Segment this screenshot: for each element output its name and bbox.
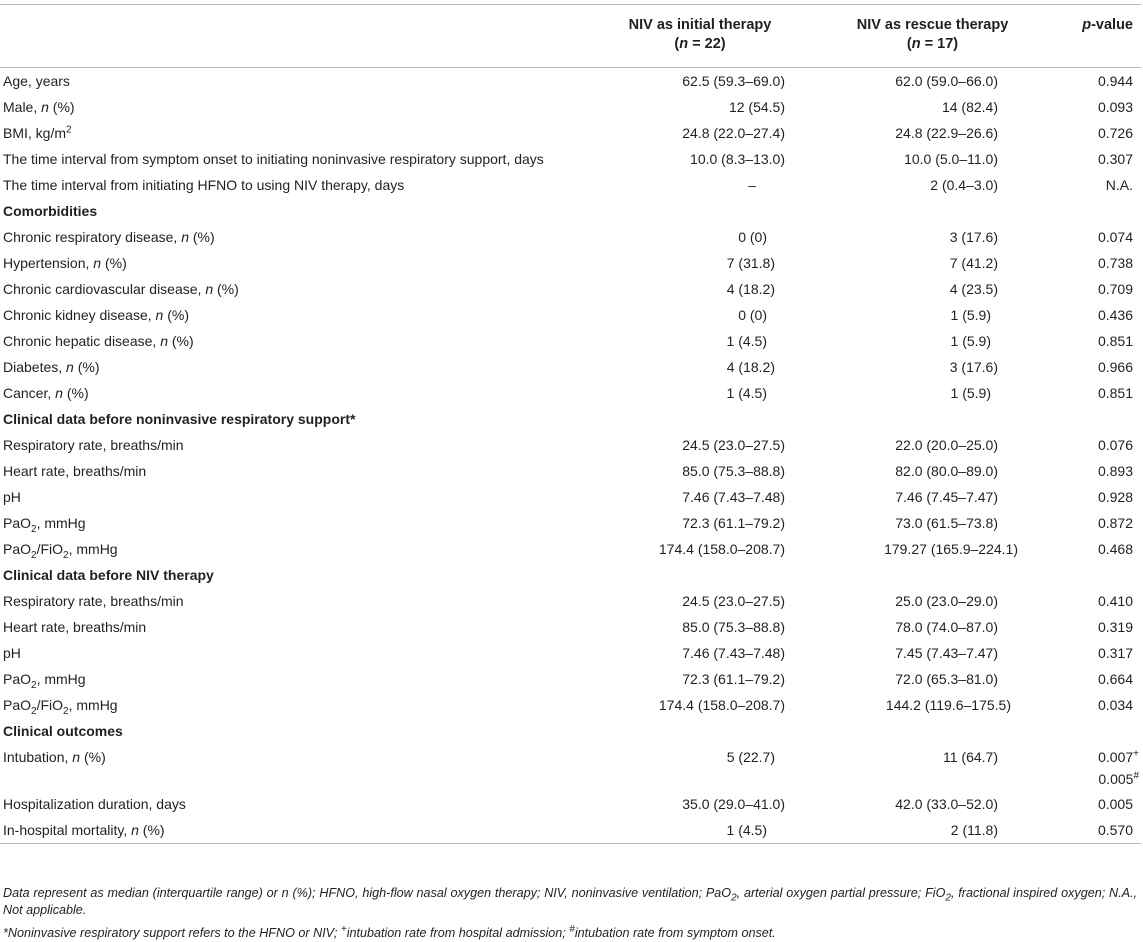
- row-label: PaO$_2$, mmHg: [3, 671, 86, 691]
- row-label: Age, years: [3, 73, 70, 89]
- row-label: PaO$_2$/FiO$_2$, mmHg: [3, 541, 118, 561]
- footnote-symbols: *Noninvasive respiratory support refers to the HFNO or NIV; +intubation rate from hospital admission; #intubation rate from symptom onset.: [3, 923, 776, 940]
- p-value: 0.034: [1097, 697, 1133, 713]
- initial-value: 0 (0): [738, 307, 767, 323]
- row-label: Heart rate, breaths/min: [3, 463, 147, 479]
- p-value: 0.005#: [1098, 770, 1139, 787]
- rescue-value: 24.8 (22.9–26.6): [895, 125, 998, 141]
- row-label: Heart rate, breaths/min: [3, 619, 147, 635]
- initial-value: 24.5 (23.0–27.5): [682, 437, 785, 453]
- initial-value: 24.5 (23.0–27.5): [682, 593, 785, 609]
- table-row: [0, 250, 1141, 276]
- p-value: 0.007+: [1098, 748, 1139, 765]
- initial-value: 174.4 (158.0–208.7): [658, 697, 785, 713]
- initial-value: 4 (18.2): [726, 359, 775, 375]
- table-row: [0, 120, 1141, 146]
- row-label: Respiratory rate, breaths/min: [3, 437, 184, 453]
- initial-value: 72.3 (61.1–79.2): [682, 515, 785, 531]
- row-label: The time interval from initiating HFNO to using NIV therapy, days: [3, 177, 405, 193]
- p-value: 0.851: [1097, 385, 1133, 401]
- p-value: 0.317: [1097, 645, 1133, 661]
- row-label: pH: [3, 489, 21, 505]
- initial-value: 1 (4.5): [600, 817, 800, 844]
- row-label: PaO$_2$, mmHg: [3, 515, 86, 535]
- table-row: [0, 172, 1141, 198]
- row-label: pH: [3, 645, 21, 661]
- table-row: [0, 484, 1141, 510]
- table-row: [0, 791, 1141, 817]
- rescue-value: 1 (5.9): [950, 333, 991, 349]
- table-row: [0, 817, 1141, 844]
- initial-value: 35.0 (29.0–41.0): [682, 796, 785, 812]
- header-rescue-therapy: NIV as rescue therapy (n = 17): [800, 5, 1065, 68]
- section-title: Clinical data before noninvasive respiratory support*: [3, 411, 356, 427]
- table-row: [0, 354, 1141, 380]
- table-row: [0, 146, 1141, 172]
- p-value: 0.872: [1097, 515, 1133, 531]
- table-row: [0, 692, 1141, 718]
- header-p-value: p-value: [1065, 5, 1141, 68]
- row-label: Chronic respiratory disease, n (%): [3, 229, 215, 245]
- rescue-value: 4 (23.5): [949, 281, 998, 297]
- p-value: 0.851: [1097, 333, 1133, 349]
- p-value: N.A.: [1105, 177, 1133, 193]
- p-value: 0.093: [1097, 99, 1133, 115]
- rescue-value: 72.0 (65.3–81.0): [895, 671, 998, 687]
- p-value: 0.307: [1097, 151, 1133, 167]
- section-title: Comorbidities: [3, 203, 98, 219]
- rescue-value: 7.46 (7.45–7.47): [895, 489, 998, 505]
- p-value: 0.076: [1097, 437, 1133, 453]
- header-initial-therapy: NIV as initial therapy (n = 22): [600, 5, 800, 68]
- p-value: 0.005: [1097, 796, 1133, 812]
- rescue-value: 7.45 (7.43–7.47): [895, 645, 998, 661]
- table-row: [0, 94, 1141, 120]
- rescue-value: 25.0 (23.0–29.0): [895, 593, 998, 609]
- header-blank: [0, 5, 600, 68]
- table-row: [0, 744, 1141, 770]
- table-row: [0, 276, 1141, 302]
- section-header-before-respiratory-support: [0, 406, 1141, 432]
- section-title: Clinical data before NIV therapy: [3, 567, 214, 583]
- table-row: [0, 432, 1141, 458]
- header-row: [0, 5, 1141, 68]
- section-header-outcomes: [0, 718, 1141, 744]
- initial-value: 85.0 (75.3–88.8): [682, 619, 785, 635]
- row-label: Intubation, n (%): [3, 749, 106, 765]
- p-value: 0.664: [1097, 671, 1133, 687]
- section-header-before-niv: [0, 562, 1141, 588]
- table-row: [0, 536, 1141, 562]
- p-value: 0.726: [1097, 125, 1133, 141]
- initial-value: 7.46 (7.43–7.48): [682, 489, 785, 505]
- table-row: [0, 68, 1141, 95]
- table-footnotes: [3, 885, 1137, 942]
- p-value: 0.074: [1097, 229, 1133, 245]
- initial-value: 62.5 (59.3–69.0): [682, 73, 785, 89]
- table-row: [0, 510, 1141, 536]
- row-label: Respiratory rate, breaths/min: [3, 593, 184, 609]
- p-value: 0.436: [1097, 307, 1133, 323]
- row-label: Diabetes, n (%): [3, 359, 100, 375]
- rescue-value: 2 (0.4–3.0): [930, 177, 998, 193]
- initial-value: –: [748, 177, 756, 193]
- row-label: Chronic hepatic disease, n (%): [3, 333, 194, 349]
- p-value: 0.319: [1097, 619, 1133, 635]
- row-label: In-hospital mortality, n (%): [0, 817, 600, 844]
- initial-value: 1 (4.5): [726, 385, 767, 401]
- table-row: [0, 588, 1141, 614]
- p-value: 0.738: [1097, 255, 1133, 271]
- p-value: 0.893: [1097, 463, 1133, 479]
- row-label: The time interval from symptom onset to initiating noninvasive respiratory support, days: [3, 151, 544, 167]
- table-row: [0, 666, 1141, 692]
- initial-value: 10.0 (8.3–13.0): [690, 151, 785, 167]
- rescue-value: 11 (64.7): [943, 749, 998, 765]
- rescue-value: 1 (5.9): [950, 385, 991, 401]
- initial-value: 5 (22.7): [726, 749, 775, 765]
- row-label: Hospitalization duration, days: [3, 796, 186, 812]
- p-value: 0.709: [1097, 281, 1133, 297]
- data-table: [0, 4, 1141, 844]
- table-row: [0, 380, 1141, 406]
- section-header-comorbidities: [0, 198, 1141, 224]
- rescue-value: 144.2 (119.6–175.5): [885, 697, 1011, 713]
- initial-value: 72.3 (61.1–79.2): [682, 671, 785, 687]
- table-row: [0, 328, 1141, 354]
- initial-value: 4 (18.2): [726, 281, 775, 297]
- table-row: [0, 458, 1141, 484]
- rescue-value: 73.0 (61.5–73.8): [895, 515, 998, 531]
- rescue-value: 82.0 (80.0–89.0): [895, 463, 998, 479]
- rescue-value: 78.0 (74.0–87.0): [895, 619, 998, 635]
- row-label: Male, n (%): [3, 99, 75, 115]
- p-value: 0.966: [1097, 359, 1133, 375]
- rescue-value: 2 (11.8): [800, 817, 1065, 844]
- p-value: 0.570: [1065, 817, 1141, 844]
- initial-value: 174.4 (158.0–208.7): [658, 541, 785, 557]
- rescue-value: 22.0 (20.0–25.0): [895, 437, 998, 453]
- section-title: Clinical outcomes: [3, 723, 123, 739]
- initial-value: 7.46 (7.43–7.48): [682, 645, 785, 661]
- row-label: Hypertension, n (%): [3, 255, 127, 271]
- footnote-abbreviations: Data represent as median (interquartile range) or n (%); HFNO, high-flow nasal oxygen therapy; NIV, noninvasive ventilation; PaO$_2$, arterial oxygen partial pressure; FiO$_2$, fractional inspired oxygen; N.A., Not applicable.: [3, 886, 1138, 917]
- row-label: BMI, $kg/m^2$: [3, 124, 72, 141]
- p-value: 0.928: [1097, 489, 1133, 505]
- table-row: [0, 614, 1141, 640]
- rescue-value: 62.0 (59.0–66.0): [895, 73, 998, 89]
- initial-value: 12 (54.5): [728, 99, 785, 115]
- initial-value: 85.0 (75.3–88.8): [682, 463, 785, 479]
- initial-value: 7 (31.8): [726, 255, 775, 271]
- rescue-value: 1 (5.9): [950, 307, 991, 323]
- p-value: 0.468: [1097, 541, 1133, 557]
- table-row: [0, 640, 1141, 666]
- table-row-continuation: [0, 770, 1141, 791]
- rescue-value: 14 (82.4): [941, 99, 998, 115]
- p-value: 0.944: [1097, 73, 1133, 89]
- row-label: Chronic kidney disease, n (%): [3, 307, 189, 323]
- initial-value: 0 (0): [738, 229, 767, 245]
- rescue-value: 3 (17.6): [949, 229, 998, 245]
- rescue-value: 3 (17.6): [949, 359, 998, 375]
- rescue-value: 7 (41.2): [949, 255, 998, 271]
- initial-value: 24.8 (22.0–27.4): [682, 125, 785, 141]
- table-row: [0, 302, 1141, 328]
- table-row: [0, 224, 1141, 250]
- rescue-value: 42.0 (33.0–52.0): [895, 796, 998, 812]
- row-label: PaO$_2$/FiO$_2$, mmHg: [3, 697, 118, 717]
- p-value: 0.410: [1097, 593, 1133, 609]
- row-label: Chronic cardiovascular disease, n (%): [3, 281, 239, 297]
- rescue-value: 10.0 (5.0–11.0): [904, 151, 998, 167]
- row-label: Cancer, n (%): [3, 385, 89, 401]
- initial-value: 1 (4.5): [726, 333, 767, 349]
- rescue-value: 179.27 (165.9–224.1): [884, 541, 1018, 557]
